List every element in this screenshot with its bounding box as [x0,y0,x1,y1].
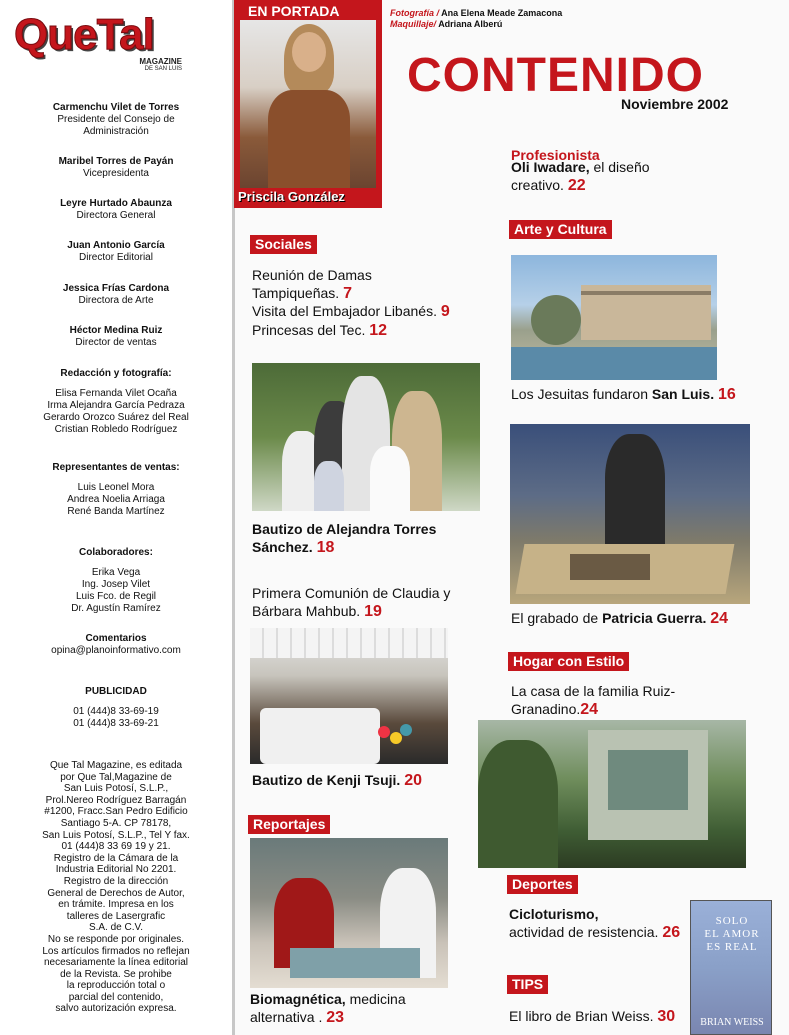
toc-text: Princesas del Tec. [252,322,366,338]
section-deportes[interactable]: Deportes [507,875,578,894]
section-arte-cultura[interactable]: Arte y Cultura [509,220,612,239]
toc-text: Tampiqueñas. [252,285,340,301]
page-number: 26 [662,924,681,941]
phone: 01 (444)8 33-69-21 [73,718,159,729]
toc-item-kenji[interactable] [252,771,422,790]
tent-canopy [250,628,448,658]
fountain [531,295,581,345]
legal-line: Prol.Nereo Rodríguez Barragán [45,794,187,806]
page-number: 9 [440,303,450,320]
legal-line: Registro de la Cámara de la [53,852,179,864]
legal-line: en trámite. Impresa en los [58,899,174,911]
page-number: 24 [580,701,599,718]
credits [390,8,562,30]
credit-value: Ana Elena Meade Zamacona [441,8,563,18]
toc-item-biomagnetica[interactable] [250,990,406,1027]
phone: 01 (444)8 33-69-19 [73,706,159,717]
staff-entry [0,198,232,222]
legal-line: Que Tal Magazine, es editada [49,760,183,771]
book-author: BRIAN WEISS [700,1017,764,1028]
cover-photo [240,20,376,188]
book-title [691,915,772,954]
page-number: 24 [710,610,729,627]
staff-entry [0,240,232,264]
toc-text: Oli Iwadare, [511,159,590,175]
toc-item-cicloturismo[interactable] [509,905,680,942]
photo-san-luis[interactable] [511,255,717,380]
legal-line: necesariamente la línea editorial [44,957,188,969]
staff-name: Carmenchu Vilet de Torres [52,102,180,113]
legal-line: 01 (444)8 33 69 19 y 21. [61,841,171,853]
credit-label: Fotografía / [390,8,439,18]
colaboradores-heading: Colaboradores: [79,547,153,558]
balloon [390,732,402,744]
legal-line: Los artículos firmados no reflejan [42,945,190,957]
redaccion-block [0,368,232,436]
person: Luis Fco. de Regil [75,591,157,602]
cover-image[interactable] [234,0,382,208]
page-number: 23 [326,1009,345,1026]
logo [14,10,186,78]
legal-line: #1200, Fracc.San Pedro Edificio [44,806,188,818]
staff-name: Leyre Hurtado Abaunza [60,198,172,209]
legal-line: parcial del contenido, [68,991,164,1003]
toc-text: el diseño [589,159,650,175]
toc-text: actividad de resistencia. [509,924,659,940]
staff-entry [0,102,232,138]
credit-value: Adriana Alberú [438,19,503,29]
legal-line: General de Derechos de Autor, [47,887,185,899]
staff-role: Director Editorial [79,252,153,263]
legal-line: por Que Tal,Magazine de [60,771,172,783]
cover-photo-face [292,32,326,72]
photo-grabado[interactable] [510,424,750,604]
section-sociales[interactable]: Sociales [250,235,317,254]
publicidad-block [0,686,232,730]
toc-text: Bautizo de Alejandra Torres [252,521,437,537]
toc-item-libro[interactable] [509,1007,675,1026]
ventas-block [0,462,232,518]
person: Cristian Robledo Rodríguez [54,424,178,435]
toc-text: Cicloturismo, [509,906,599,922]
cover-photo-body [268,90,350,188]
cover-name: Priscila González [238,189,345,204]
legal-line: No se responde por originales. [47,933,185,945]
comentarios-block [0,633,232,657]
person: Gerardo Orozco Suárez del Real [43,412,189,423]
person: Andrea Noelia Arriaga [67,494,165,505]
toc-text: alternativa . [250,1009,323,1025]
person: René Banda Martínez [67,506,165,517]
legal-notice [0,760,232,1015]
book-title-line: SOLO [715,915,749,927]
legal-line: la reproducción total o [66,980,166,992]
toc-text: Los Jesuitas fundaron [511,386,652,402]
page-title: CONTENIDO [407,49,704,102]
balloon [400,724,412,736]
photo-kenji[interactable] [250,628,448,764]
toc-item-comunion[interactable] [252,584,450,621]
redaccion-heading: Redacción y fotografía: [60,368,172,379]
toc-text: medicina [345,991,406,1007]
toc-text: Patricia Guerra. [602,610,707,626]
logo-subtitle-small: DE SAN LUIS [144,66,182,72]
building [581,291,711,295]
issue-date: Noviembre 2002 [621,96,729,112]
toc-text: San Luis. [651,386,715,402]
page-number: 30 [657,1008,676,1025]
person: Ing. Josep Vilet [81,579,151,590]
staff-entry [0,283,232,307]
legal-line: Santiago 5-A. CP 78178, [60,817,172,829]
legal-line: S.A. de C.V. [88,922,144,934]
logo-text: QueTal [14,10,154,59]
staff-name: Maribel Torres de Payán [58,156,174,167]
staff-column [0,0,232,1035]
toc-text: El libro de Brian Weiss. [509,1008,654,1024]
person: Elisa Fernanda Vilet Ocaña [55,388,177,399]
contact-email[interactable]: opina@planoinformativo.com [51,645,181,656]
house-window [608,750,688,810]
legal-line: talleres de Lasergrafic [66,910,166,922]
page-number: 19 [364,603,382,620]
legal-line: Industria Editorial No 2201. [55,864,177,876]
table [260,708,380,764]
tree [478,740,558,868]
photo-figure [605,434,665,544]
photo-figure [314,461,344,511]
toc-item-princesas[interactable] [252,321,387,340]
staff-name: Juan Antonio García [67,240,165,251]
person: Luis Leonel Mora [77,482,155,493]
staff-role: Vicepresidenta [83,168,149,179]
photo-figure [290,948,420,978]
logo-subtitle: MAGAZINE [139,57,182,66]
print-plate [570,554,650,580]
photo-bautizo[interactable] [252,363,480,511]
toc-item-bautizo[interactable] [252,520,436,557]
toc-text: Bautizo de Kenji Tsuji. [252,772,401,788]
section-reportajes[interactable]: Reportajes [248,815,330,834]
section-profesionista[interactable]: Profesionista [511,147,600,163]
staff-name: Jessica Frías Cardona [62,283,170,294]
page-number: 18 [316,539,335,556]
publicidad-heading: PUBLICIDAD [85,686,147,697]
toc-text: Reunión de Damas [252,267,372,283]
staff-entry [0,156,232,180]
person: Irma Alejandra García Pedraza [47,400,185,411]
photo-biomagnetica[interactable] [250,838,448,988]
toc-item-grabado[interactable] [511,609,728,628]
book-title-line: EL AMOR [704,928,760,940]
page-number: 12 [369,322,388,339]
staff-role: Director de ventas [75,337,157,348]
page-number: 22 [567,177,586,194]
toc-item-oli[interactable] [511,158,650,195]
legal-line: salvo autorización expresa. [55,1003,177,1015]
toc-text: Visita del Embajador Libanés. [252,303,437,319]
toc-item-jesuitas[interactable] [511,385,736,404]
cover-label: EN PORTADA [248,3,340,19]
toc-text: Sánchez. [252,539,313,555]
colaboradores-block [0,547,232,615]
toc-text: La casa de la familia Ruiz- [511,683,676,699]
book-title-line: ES REAL [706,941,758,953]
staff-role: Directora General [76,210,156,221]
legal-line: de la Revista. Se prohibe [60,968,172,980]
toc-text: El grabado de [511,610,603,626]
toc-text: Biomagnética, [250,991,346,1007]
legal-line: San Luis Potosí, S.L.P., [63,783,169,795]
toc-text: Granadino. [511,701,581,717]
page-number: 20 [404,772,422,789]
balloon [378,726,390,738]
toc-item-damas[interactable] [252,266,372,303]
toc-text: Primera Comunión de Claudia y [252,585,451,601]
toc-text: Bárbara Mahbub. [252,603,361,619]
toc-text: creativo. [511,177,564,193]
section-tips[interactable]: TIPS [507,975,548,994]
toc-item-casa[interactable] [511,682,675,719]
photo-figure [370,446,410,511]
page-number: 16 [718,386,736,403]
staff-role: Directora de Arte [78,295,154,306]
section-hogar[interactable]: Hogar con Estilo [508,652,629,671]
credit-label: Maquillaje/ [390,19,437,29]
toc-item-embajador[interactable] [252,302,450,321]
comentarios-heading: Comentarios [85,633,147,644]
ventas-heading: Representantes de ventas: [52,462,180,473]
book-cover[interactable] [690,900,772,1035]
legal-line: San Luis Potosí, S.L.P., Tel Y fax. [42,829,190,841]
staff-role: Presidente del Consejo de Administración [57,114,175,137]
person: Dr. Agustín Ramírez [71,603,161,614]
person: Erika Vega [91,567,141,578]
staff-entry [0,325,232,349]
staff-name: Héctor Medina Ruiz [69,325,163,336]
photo-casa[interactable] [478,720,746,868]
page-number: 7 [343,285,352,302]
legal-line: Registro de la dirección [63,875,169,887]
water [511,347,717,380]
